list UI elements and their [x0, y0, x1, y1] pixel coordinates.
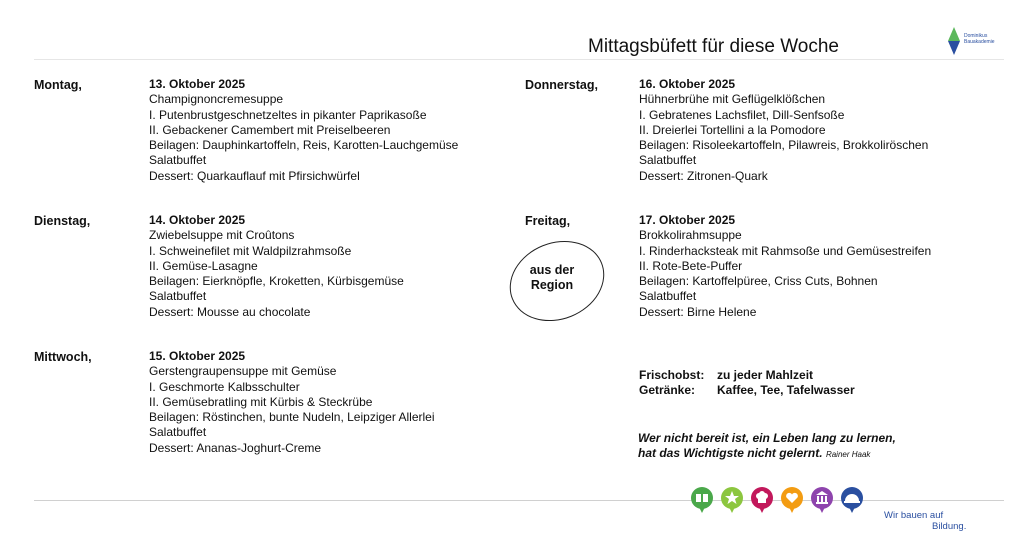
- logo-mark-icon: [944, 25, 964, 57]
- logo: [944, 25, 1014, 57]
- menu-date: 13. Oktober 2025: [149, 77, 246, 91]
- menu-line: I. Geschmorte Kalbsschulter: [149, 379, 300, 394]
- building-icon: [810, 486, 834, 514]
- menu-line: Salatbuffet: [149, 289, 207, 304]
- menu-line: Dessert: Ananas-Joghurt-Creme: [149, 440, 322, 455]
- slogan-line-1: Wir bauen auf: [884, 510, 944, 521]
- menu-line: Beilagen: Röstinchen, bunte Nudeln, Leipziger Allerlei: [149, 410, 435, 425]
- helmet-icon: [840, 486, 864, 514]
- menu-line: I. Putenbrustgeschnetzeltes in pikanter Paprikasoße: [149, 107, 427, 122]
- quote: [638, 431, 896, 462]
- menu-line: II. Dreierlei Tortellini a la Pomodore: [639, 122, 826, 137]
- star-icon: [720, 486, 744, 514]
- menu-date: 16. Oktober 2025: [639, 77, 736, 91]
- menu-line: I. Schweinefilet mit Waldpilzrahmsoße: [149, 243, 352, 258]
- menu-line: Salatbuffet: [639, 153, 697, 168]
- drinks-row: [639, 383, 855, 398]
- menu-line: Gerstengraupensuppe mit Gemüse: [149, 364, 337, 379]
- logo-text: [964, 33, 995, 45]
- menu-line: Dessert: Mousse au chocolate: [149, 304, 311, 319]
- region-badge: [522, 263, 582, 293]
- menu-mittwoch: [149, 349, 435, 456]
- menu-date: 15. Oktober 2025: [149, 349, 246, 363]
- menu-line: Salatbuffet: [149, 425, 207, 440]
- logo-text-line-1: Dominikus: [964, 33, 988, 39]
- menu-line: Beilagen: Dauphinkartoffeln, Reis, Karotten-Lauchgemüse: [149, 138, 459, 153]
- menu-dienstag: [149, 213, 404, 320]
- menu-line: I. Gebratenes Lachsfilet, Dill-Senfsoße: [639, 107, 845, 122]
- footer-icons: [690, 486, 864, 514]
- menu-line: Salatbuffet: [149, 153, 207, 168]
- fruit-value: zu jeder Mahlzeit: [717, 368, 814, 382]
- menu-line: II. Gebackener Camembert mit Preiselbeeren: [149, 122, 391, 137]
- day-label-mittwoch: Mittwoch,: [34, 350, 92, 364]
- menu-line: Champignoncremesuppe: [149, 92, 284, 107]
- menu-date: 14. Oktober 2025: [149, 213, 246, 227]
- menu-line: Beilagen: Kartoffelpüree, Criss Cuts, Bohnen: [639, 274, 878, 289]
- book-icon: [690, 486, 714, 514]
- menu-line: Hühnerbrühe mit Geflügelklößchen: [639, 92, 826, 107]
- quote-line-1: Wer nicht bereit ist, ein Leben lang zu lernen,: [638, 431, 896, 445]
- fruit-label: Frischobst:: [639, 368, 705, 382]
- menu-donnerstag: [639, 77, 928, 184]
- menu-line: Dessert: Birne Helene: [639, 304, 757, 319]
- menu-date: 17. Oktober 2025: [639, 213, 736, 227]
- quote-line-2: [638, 446, 896, 462]
- menu-line: Beilagen: Eierknöpfle, Kroketten, Kürbisgemüse: [149, 274, 404, 289]
- quote-line-2-text: hat das Wichtigste nicht gelernt.: [638, 446, 823, 460]
- logo-text-line-2: Bauakademie: [964, 39, 995, 45]
- day-label-freitag: Freitag,: [525, 214, 571, 228]
- slogan: [884, 510, 966, 532]
- header-divider: [34, 59, 1004, 60]
- menu-line: Dessert: Quarkauflauf mit Pfirsichwürfel: [149, 168, 360, 183]
- menu-line: II. Gemüsebratling mit Kürbis & Steckrübe: [149, 394, 373, 409]
- day-label-donnerstag: Donnerstag,: [525, 78, 598, 92]
- fruit-row: [639, 368, 855, 383]
- extras: [639, 368, 855, 399]
- region-badge-line-1: aus der: [529, 263, 575, 277]
- menu-line: Beilagen: Risoleekartoffeln, Pilawreis, Brokkoliröschen: [639, 138, 929, 153]
- day-label-dienstag: Dienstag,: [34, 214, 91, 228]
- menu-line: Zwiebelsuppe mit Croûtons: [149, 228, 295, 243]
- slogan-line-2: Bildung.: [932, 521, 967, 532]
- drinks-label: Getränke:: [639, 383, 696, 398]
- menu-line: II. Rote-Bete-Puffer: [639, 258, 743, 273]
- menu-line: Salatbuffet: [639, 289, 697, 304]
- menu-montag: [149, 77, 458, 184]
- menu-line: II. Gemüse-Lasagne: [149, 258, 258, 273]
- menu-freitag: [639, 213, 931, 320]
- drinks-value: Kaffee, Tee, Tafelwasser: [717, 383, 855, 398]
- day-label-montag: Montag,: [34, 78, 82, 92]
- chef-hat-icon: [750, 486, 774, 514]
- quote-author: Rainer Haak: [825, 450, 871, 459]
- menu-line: Dessert: Zitronen-Quark: [639, 168, 768, 183]
- menu-line: Brokkolirahmsuppe: [639, 228, 742, 243]
- region-badge-line-2: Region: [530, 278, 574, 292]
- page-title: Mittagsbüfett für diese Woche: [588, 36, 839, 57]
- heart-icon: [780, 486, 804, 514]
- menu-line: I. Rinderhacksteak mit Rahmsoße und Gemüsestreifen: [639, 243, 932, 258]
